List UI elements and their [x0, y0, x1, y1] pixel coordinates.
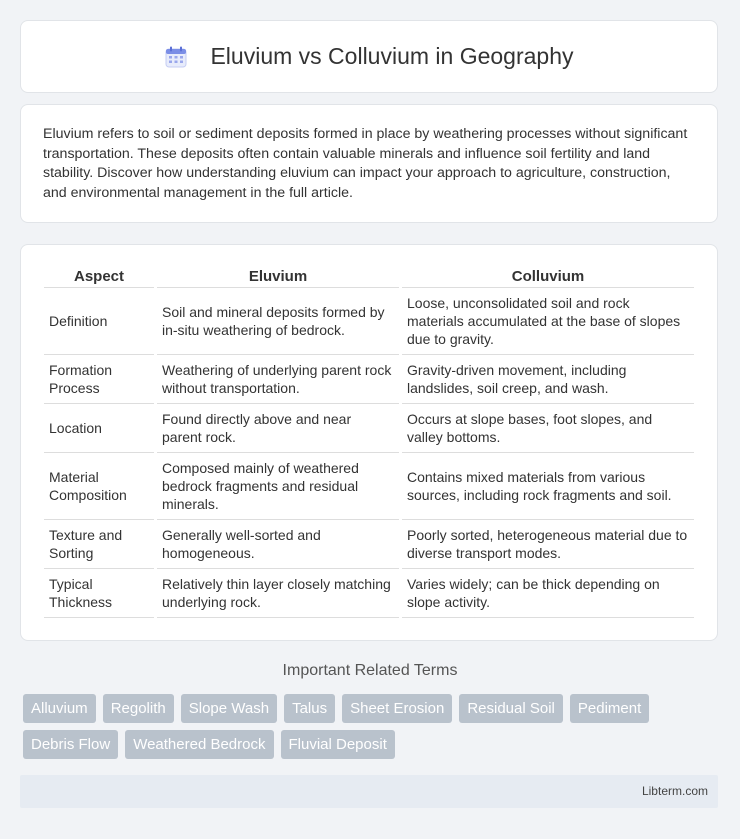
cell-aspect: Typical Thickness	[44, 569, 154, 618]
header-colluvium: Colluvium	[402, 261, 694, 288]
comparison-table	[41, 261, 697, 618]
table-header-row	[44, 261, 694, 288]
tag-slope-wash[interactable]: Slope Wash	[181, 694, 277, 723]
cell-colluvium: Contains mixed materials from various sources, including rock fragments and soil.	[402, 453, 694, 520]
table-row	[44, 520, 694, 569]
tag-fluvial-deposit[interactable]: Fluvial Deposit	[281, 730, 395, 759]
tag-sheet-erosion[interactable]: Sheet Erosion	[342, 694, 452, 723]
cell-eluvium: Found directly above and near parent rock.	[157, 404, 399, 453]
header-card	[20, 20, 718, 93]
footer	[20, 775, 718, 808]
table-row	[44, 453, 694, 520]
intro-text: Eluvium refers to soil or sediment deposits formed in place by weathering processes without significant transportation. These deposits often contain valuable minerals and influence soil fertility and land stability. Discover how understanding eluvium can impact your approach to agriculture, construction, and environmental management in the full article.	[43, 126, 688, 201]
table-row	[44, 288, 694, 355]
tag-weathered-bedrock[interactable]: Weathered Bedrock	[125, 730, 273, 759]
page-title: Eluvium vs Colluvium in Geography	[210, 43, 574, 69]
table-row	[44, 404, 694, 453]
cell-aspect: Location	[44, 404, 154, 453]
intro-card	[20, 104, 718, 223]
related-terms-tags	[23, 694, 723, 759]
cell-colluvium: Occurs at slope bases, foot slopes, and valley bottoms.	[402, 404, 694, 453]
table-row	[44, 355, 694, 404]
tag-residual-soil[interactable]: Residual Soil	[459, 694, 563, 723]
cell-colluvium: Loose, unconsolidated soil and rock materials accumulated at the base of slopes due to gravity.	[402, 288, 694, 355]
tag-regolith[interactable]: Regolith	[103, 694, 174, 723]
cell-eluvium: Soil and mineral deposits formed by in-situ weathering of bedrock.	[157, 288, 399, 355]
cell-aspect: Texture and Sorting	[44, 520, 154, 569]
footer-site-link[interactable]: Libterm.com	[641, 784, 708, 798]
cell-aspect: Material Composition	[44, 453, 154, 520]
header-eluvium: Eluvium	[157, 261, 399, 288]
cell-colluvium: Poorly sorted, heterogeneous material due to diverse transport modes.	[402, 520, 694, 569]
cell-aspect: Formation Process	[44, 355, 154, 404]
related-terms-title: Important Related Terms	[282, 662, 458, 679]
cell-eluvium: Generally well-sorted and homogeneous.	[157, 520, 399, 569]
tag-debris-flow[interactable]: Debris Flow	[23, 730, 118, 759]
cell-aspect: Definition	[44, 288, 154, 355]
cell-eluvium: Relatively thin layer closely matching underlying rock.	[157, 569, 399, 618]
comparison-table-card	[20, 244, 718, 641]
cell-colluvium: Gravity-driven movement, including landslides, soil creep, and wash.	[402, 355, 694, 404]
cell-eluvium: Weathering of underlying parent rock without transportation.	[157, 355, 399, 404]
cell-colluvium: Varies widely; can be thick depending on slope activity.	[402, 569, 694, 618]
tag-talus[interactable]: Talus	[284, 694, 335, 723]
tag-pediment[interactable]: Pediment	[570, 694, 649, 723]
tag-alluvium[interactable]: Alluvium	[23, 694, 96, 723]
calendar-icon	[164, 45, 188, 69]
cell-eluvium: Composed mainly of weathered bedrock fragments and residual minerals.	[157, 453, 399, 520]
header-aspect: Aspect	[44, 261, 154, 288]
table-row	[44, 569, 694, 618]
